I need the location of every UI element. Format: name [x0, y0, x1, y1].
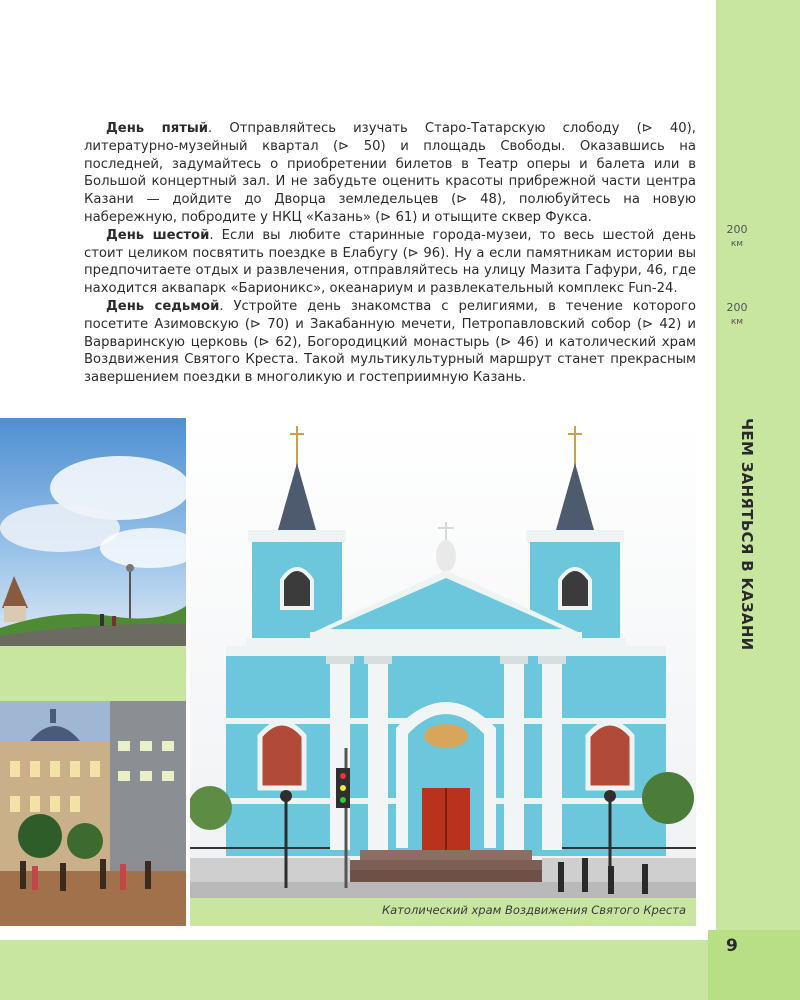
paragraph-heading: День шестой — [106, 227, 210, 243]
paragraph-day-5 — [84, 120, 696, 227]
bottom-band — [0, 940, 716, 1000]
distance-marker-2 — [720, 300, 754, 330]
paragraph-body: . Отправляйтесь изучать Старо-Татарскую слободу (⊳ 40), литературно-музейный квартал (⊳ 50) и площадь Свободы. Оказавшись на последней, задумайтесь о приобретении билетов в Театр оперы и балета или в Большой концертный зал. И не забудьте оценить красоты прибрежной части центра Казани — дойдите до Дворца земледельцев (⊳ 48), полюбуйтесь на новую набережную, побродите у НКЦ «Казань» (⊳ 61) и отыщите сквер Фукса. — [84, 121, 696, 225]
paragraph-body: . Если вы любите старинные города-музеи, то весь шестой день стоит целиком посвятить поездке в Елабугу (⊳ 96). Ну а если памятникам истории вы предпочитаете отдых и развлечения, отправляйтесь на улицу Мазита Гафури, 46, где находится аквапарк «Барионикс», океанариум и развлекательный комплекс Fun-24. — [84, 227, 696, 297]
photo-bauman-street — [0, 701, 186, 926]
photo-kremlin-view — [0, 418, 186, 646]
paragraph-heading: День пятый — [106, 121, 209, 136]
body-text — [84, 120, 696, 387]
distance-unit: км — [730, 239, 744, 249]
distance-value: 200 — [726, 301, 748, 314]
photo-catholic-church — [190, 418, 696, 926]
side-strip — [716, 0, 800, 1000]
paragraph-day-6 — [84, 227, 696, 298]
section-title: ЧЕМ ЗАНЯТЬСЯ В КАЗАНИ — [738, 418, 756, 651]
paragraph-heading: День седьмой — [106, 298, 220, 314]
paragraph-day-7 — [84, 298, 696, 387]
green-block — [0, 646, 186, 701]
distance-marker-1 — [720, 222, 754, 252]
page-number-box — [708, 930, 800, 1000]
distance-unit: км — [730, 317, 744, 327]
photo-caption: Католический храм Воздвижения Святого Креста — [381, 903, 686, 917]
page-number: 9 — [726, 936, 738, 956]
distance-value: 200 — [726, 223, 748, 236]
paragraph-body: . Устройте день знакомства с религиями, в течение которого посетите Азимовскую (⊳ 70) и Закабанную мечети, Петропавловский собор (⊳ 42) и Варваринскую церковь (⊳ 62), Богородицкий монастырь (⊳ 46) и католический храм Воздвижения Святого Креста. Такой мультикультурный маршрут станет прекрасным завершением поездки в многоликую и гостеприимную Казань. — [84, 298, 696, 386]
